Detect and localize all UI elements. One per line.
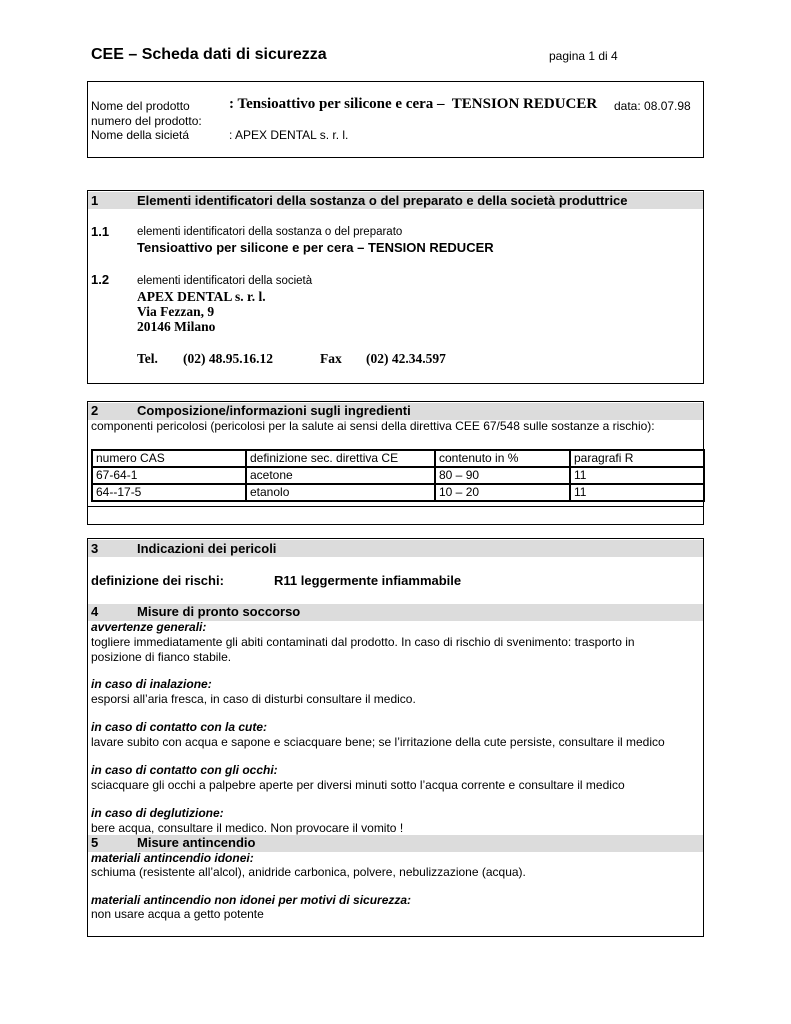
- risk-label: definizione dei rischi:: [91, 573, 224, 588]
- section-5-title: Misure antincendio: [137, 835, 256, 850]
- section-3-number: 3: [91, 541, 99, 556]
- table-cell: 11: [570, 467, 704, 484]
- column-header: contenuto in %: [435, 450, 570, 467]
- general-advice-label: avvertenze generali:: [91, 620, 207, 634]
- suitable-extinguishing-label: materiali antincendio idonei:: [91, 851, 254, 865]
- product-name-label: Nome del prodotto: [91, 99, 190, 113]
- inhalation-label: in caso di inalazione:: [91, 677, 212, 691]
- table-cell: 11: [570, 484, 704, 501]
- company-name: APEX DENTAL s. r. l.: [137, 289, 266, 304]
- section-2-divider: [87, 506, 704, 507]
- table-row: [92, 467, 704, 484]
- section-2-number: 2: [91, 403, 99, 418]
- unsuitable-extinguishing-label: materiali antincendio non idonei per motivi di sicurezza:: [91, 893, 412, 907]
- tel-value: (02) 48.95.16.12: [183, 351, 273, 366]
- section-4-number: 4: [91, 604, 99, 619]
- document-title: CEE – Scheda dati di sicurezza: [91, 46, 327, 63]
- suitable-extinguishing-text: schiuma (resistente all’alcol), anidride carbonica, polvere, nebulizzazione (acqua).: [91, 865, 526, 879]
- table-header-row: [92, 450, 704, 467]
- risk-value: R11 leggermente infiammabile: [274, 573, 462, 588]
- table-cell: acetone: [246, 467, 435, 484]
- section-1-1-value: Tensioattivo per silicone e per cera – TENSION REDUCER: [137, 240, 494, 255]
- ingestion-text: bere acqua, consultare il medico. Non provocare il vomito !: [91, 821, 404, 835]
- column-header: numero CAS: [92, 450, 246, 467]
- tel-label: Tel.: [137, 351, 158, 366]
- section-2-description: componenti pericolosi (pericolosi per la salute ai sensi della direttiva CEE 67/548 sulle sostanze a rischio):: [91, 419, 655, 433]
- ingestion-label: in caso di deglutizione:: [91, 806, 224, 820]
- general-advice-text-1: togliere immediatamente gli abiti contaminati dal prodotto. In caso di rischio di svenimento: trasporto in: [91, 635, 635, 649]
- column-header: definizione sec. direttiva CE: [246, 450, 435, 467]
- ingredients-table: [91, 449, 705, 502]
- company-street: Via Fezzan, 9: [137, 304, 215, 319]
- skin-contact-label: in caso di contatto con la cute:: [91, 720, 268, 734]
- section-2-title: Composizione/informazioni sugli ingredienti: [137, 403, 411, 418]
- section-1-1-label: elementi identificatori della sostanza o del preparato: [137, 226, 403, 238]
- product-name-value: : Tensioattivo per silicone e cera – TENSION REDUCER: [229, 96, 598, 112]
- section-1-title: Elementi identificatori della sostanza o del preparato e della società produttrice: [137, 193, 628, 208]
- unsuitable-extinguishing-text: non usare acqua a getto potente: [91, 907, 264, 921]
- eye-contact-label: in caso di contatto con gli occhi:: [91, 763, 278, 777]
- inhalation-text: esporsi all’aria fresca, in caso di disturbi consultare il medico.: [91, 692, 416, 706]
- table-cell: 10 – 20: [435, 484, 570, 501]
- section-1-1-number: 1.1: [91, 224, 110, 239]
- section-1-number: 1: [91, 193, 99, 208]
- table-cell: etanolo: [246, 484, 435, 501]
- product-number-label: numero del prodotto:: [91, 114, 202, 128]
- section-3-title: Indicazioni dei pericoli: [137, 541, 277, 556]
- skin-contact-text: lavare subito con acqua e sapone e sciacquare bene; se l’irritazione della cute persiste, consultare il medico: [91, 735, 665, 749]
- page-number: pagina 1 di 4: [549, 49, 618, 63]
- fax-label: Fax: [320, 351, 342, 366]
- section-5-number: 5: [91, 835, 99, 850]
- company-city: 20146 Milano: [137, 319, 216, 334]
- table-cell: 64--17-5: [92, 484, 246, 501]
- general-advice-text-2: posizione di fianco stabile.: [91, 650, 232, 664]
- product-date: data: 08.07.98: [614, 99, 691, 113]
- section-1-2-number: 1.2: [91, 272, 110, 287]
- eye-contact-text: sciacquare gli occhi a palpebre aperte per diversi minuti sotto l’acqua corrente e consultare il medico: [91, 778, 625, 792]
- table-cell: 67-64-1: [92, 467, 246, 484]
- company-value: : APEX DENTAL s. r. l.: [229, 128, 349, 142]
- section-4-title: Misure di pronto soccorso: [137, 604, 301, 619]
- fax-value: (02) 42.34.597: [366, 351, 446, 366]
- column-header: paragrafi R: [570, 450, 704, 467]
- table-cell: 80 – 90: [435, 467, 570, 484]
- table-row: [92, 484, 704, 501]
- section-1-2-label: elementi identificatori della società: [137, 275, 313, 287]
- company-label: Nome della sicietá: [91, 128, 190, 142]
